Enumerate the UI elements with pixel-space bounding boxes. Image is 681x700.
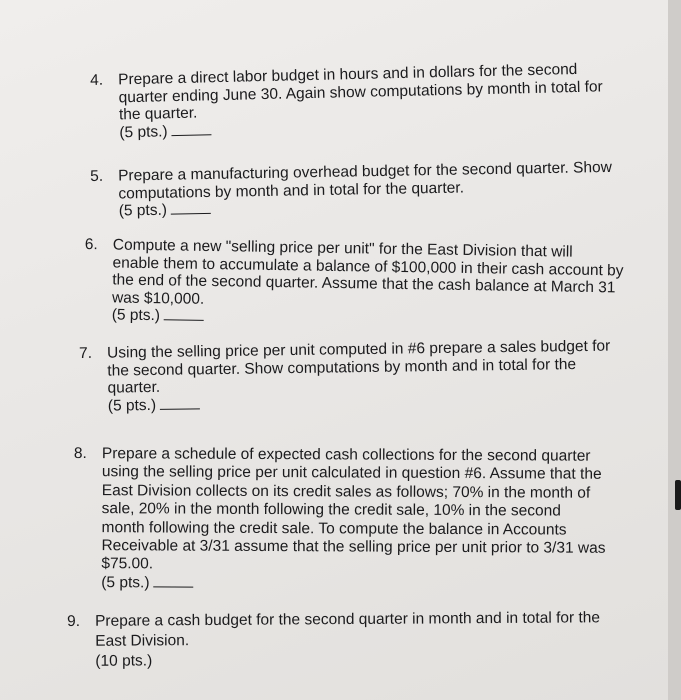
question-text: Prepare a schedule of expected cash collections for the second quarter using the selling price per unit calculated in question #6. Assume that the East Division collects on its credit sales as follows; 70% in the month of sale, 20% in the month following the credit sale, 10% in the second month following the credit sale. To compute the balance in Accounts Receivable at 3/31 assume that the selling price per unit prior to 3/31 was $75.00.: [101, 445, 606, 573]
question-number: 5.: [90, 167, 104, 185]
question-points: (10 pts.): [95, 652, 153, 670]
question-6: [84, 236, 645, 332]
question-points: (5 pts.): [111, 306, 161, 325]
question-8: [73, 445, 634, 595]
answer-blank: [164, 319, 204, 321]
question-4: [90, 59, 651, 142]
question-points: (5 pts.): [119, 122, 168, 141]
question-number: 7.: [79, 344, 93, 362]
question-text: Prepare a direct labor budget in hours and in dollars for the second quarter ending June 30. Again show computations by month in total for the quarter.: [117, 60, 603, 124]
question-number: 6.: [84, 236, 98, 254]
question-text: Using the selling price per unit computed in #6 prepare a sales budget for the second quarter. Show computations by month and in total for the quarter.: [106, 337, 611, 397]
question-number: 9.: [67, 612, 81, 630]
question-points: (5 pts.): [107, 396, 157, 415]
answer-blank: [171, 213, 211, 215]
page-edge-background: [668, 0, 681, 700]
question-points: (5 pts.): [101, 573, 150, 592]
question-7: [79, 337, 640, 415]
question-text: Prepare a manufacturing overhead budget for the second quarter. Show computations by month and in total for the quarter.: [117, 158, 612, 203]
question-points: (5 pts.): [118, 201, 168, 220]
question-number: 8.: [73, 445, 87, 463]
question-number: 4.: [90, 71, 104, 89]
question-9: [67, 608, 627, 672]
answer-blank: [172, 134, 212, 136]
answer-blank: [153, 586, 193, 587]
question-5: [90, 158, 651, 220]
question-text: Prepare a cash budget for the second quarter in month and in total for the East Division.: [95, 609, 601, 650]
page-edge-mark: [675, 480, 681, 510]
answer-blank: [160, 408, 200, 410]
question-text: Compute a new "selling price per unit" for the East Division that will enable them to accumulate a balance of $100,000 in their cash account by the end of the second quarter. Assume that the cash balance at March 31 was $10,000.: [111, 236, 624, 308]
